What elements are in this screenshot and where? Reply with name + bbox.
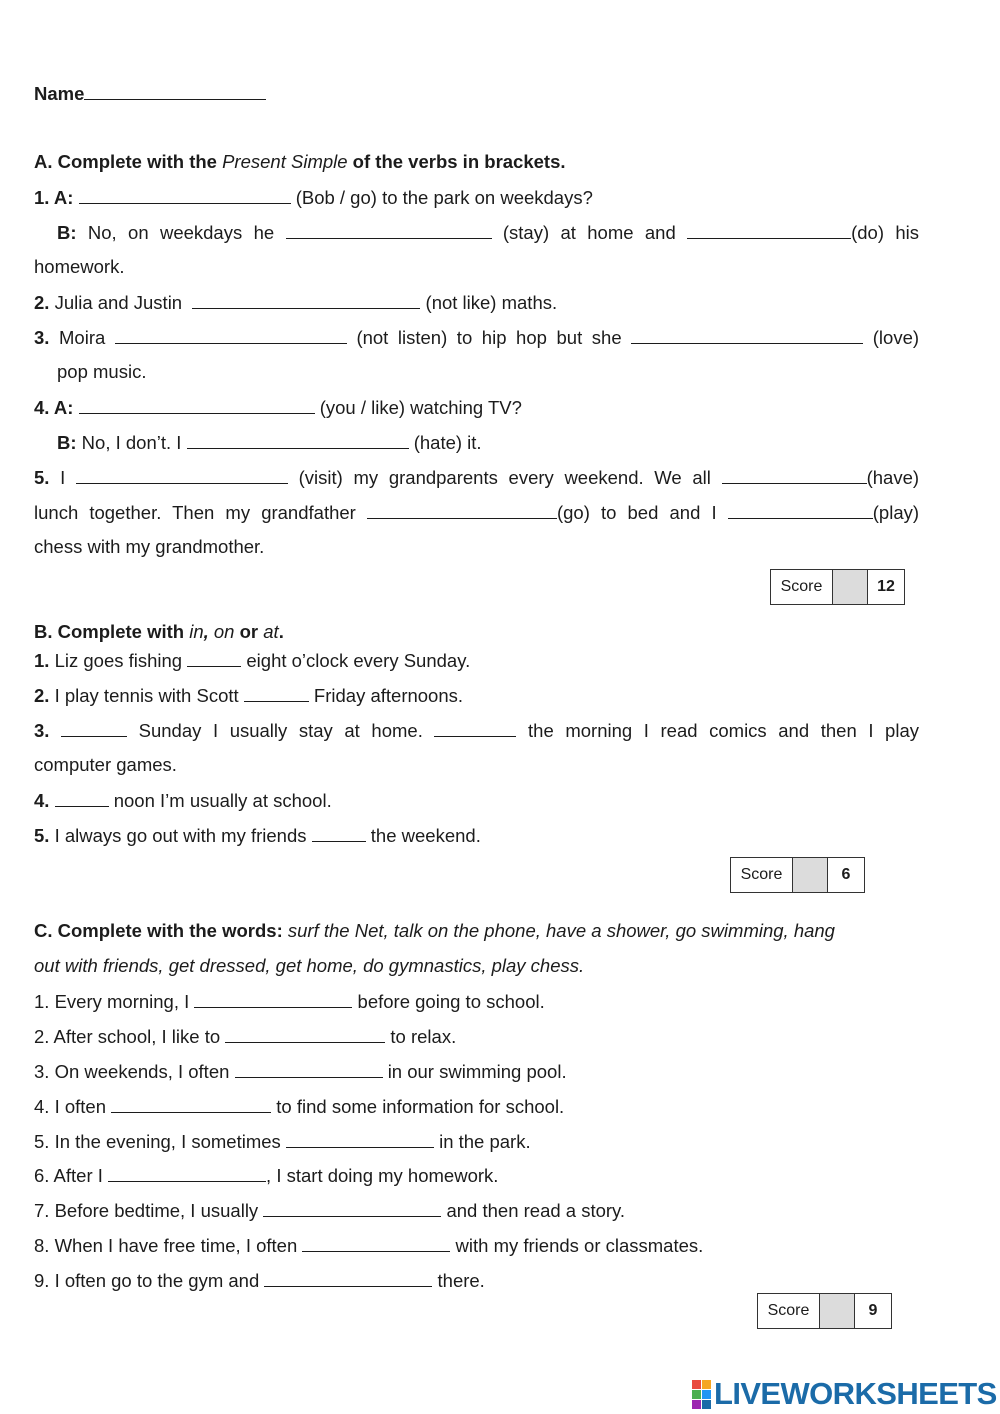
name-input[interactable] <box>84 84 266 100</box>
section-c-q5: 5. In the evening, I sometimes in the park. <box>34 1131 531 1152</box>
section-b-title: B. Complete with in, on or at. <box>34 621 284 642</box>
section-a-q5-line2: lunch together. Then my grandfather (go) to bed and I (play) <box>34 502 920 523</box>
logo-text: LIVEWORKSHEETS <box>714 1376 997 1411</box>
section-c-words-cont: out with friends, get dressed, get home, do gymnastics, play chess. <box>34 955 585 976</box>
section-c-q6: 6. After I , I start doing my homework. <box>34 1165 499 1186</box>
blank-a7[interactable] <box>79 398 315 414</box>
section-c-q3: 3. On weekends, I often in our swimming pool. <box>34 1061 567 1082</box>
section-a-title: A. Complete with the Present Simple of the verbs in brackets. <box>34 151 566 172</box>
blank-a2[interactable] <box>286 223 492 239</box>
logo-mark-icon <box>692 1380 711 1409</box>
section-c-title: C. Complete with the words: surf the Net, talk on the phone, have a shower, go swimming, hang <box>34 920 835 941</box>
section-c-q8: 8. When I have free time, I often with my friends or classmates. <box>34 1235 704 1256</box>
score-max-b: 6 <box>841 866 851 883</box>
blank-c7[interactable] <box>263 1201 441 1217</box>
blank-b3[interactable] <box>61 721 127 737</box>
score-max-a: 12 <box>877 578 895 595</box>
score-input-c[interactable] <box>820 1294 855 1328</box>
section-a-q4: 4. A: (you / like) watching TV? <box>34 397 522 418</box>
section-b-q4: 4. noon I’m usually at school. <box>34 790 332 811</box>
score-input-b[interactable] <box>793 858 828 892</box>
name-label: Name <box>34 83 85 104</box>
blank-b4[interactable] <box>434 721 516 737</box>
score-box-b <box>730 857 865 893</box>
score-input-a[interactable] <box>833 570 868 604</box>
blank-c3[interactable] <box>235 1062 383 1078</box>
blank-b1[interactable] <box>187 651 241 667</box>
score-label: Score <box>731 858 793 892</box>
section-c-q7: 7. Before bedtime, I usually and then read a story. <box>34 1200 626 1221</box>
section-a-q5-line3: chess with my grandmother. <box>34 536 265 557</box>
section-c-q1: 1. Every morning, I before going to school. <box>34 991 545 1012</box>
score-box-c <box>757 1293 892 1329</box>
section-c-q4: 4. I often to find some information for school. <box>34 1096 565 1117</box>
blank-c8[interactable] <box>302 1236 450 1252</box>
blank-b2[interactable] <box>244 686 309 702</box>
section-a-q5: 5. I (visit) my grandparents every weekend. We all (have) <box>34 467 920 488</box>
name-line <box>34 84 266 104</box>
section-a-q1b: B: No, on weekdays he (stay) at home and (do) his <box>57 222 920 243</box>
section-a-q3: 3. Moira (not listen) to hip hop but she (love) <box>34 327 920 348</box>
blank-c2[interactable] <box>225 1027 385 1043</box>
score-box-a <box>770 569 905 605</box>
score-label: Score <box>771 570 833 604</box>
blank-c1[interactable] <box>194 992 352 1008</box>
section-a-q4b: B: No, I don’t. I (hate) it. <box>57 432 482 453</box>
blank-a9[interactable] <box>76 468 288 484</box>
blank-c6[interactable] <box>108 1166 266 1182</box>
blank-a12[interactable] <box>728 503 873 519</box>
section-c-q9: 9. I often go to the gym and there. <box>34 1270 485 1291</box>
section-a-q3-cont: pop music. <box>57 361 147 382</box>
blank-a5[interactable] <box>115 328 347 344</box>
blank-c5[interactable] <box>286 1132 434 1148</box>
section-b-q3: 3. Sunday I usually stay at home. the morning I read comics and then I play <box>34 720 919 741</box>
section-b-q5: 5. I always go out with my friends the weekend. <box>34 825 481 846</box>
blank-b5[interactable] <box>55 791 109 807</box>
blank-a8[interactable] <box>187 433 409 449</box>
score-max-c: 9 <box>868 1302 878 1319</box>
blank-a1[interactable] <box>79 188 291 204</box>
section-b-q2: 2. I play tennis with Scott Friday afternoons. <box>34 685 464 706</box>
blank-c4[interactable] <box>111 1097 271 1113</box>
blank-a3[interactable] <box>687 223 851 239</box>
blank-a4[interactable] <box>192 293 420 309</box>
score-label: Score <box>758 1294 820 1328</box>
blank-c9[interactable] <box>264 1271 432 1287</box>
section-a-q1: 1. A: (Bob / go) to the park on weekdays? <box>34 187 593 208</box>
blank-b6[interactable] <box>312 826 366 842</box>
section-c-q2: 2. After school, I like to to relax. <box>34 1026 457 1047</box>
section-b-q3-cont: computer games. <box>34 754 177 775</box>
section-b-q1: 1. Liz goes fishing eight o’clock every Sunday. <box>34 650 471 671</box>
blank-a10[interactable] <box>722 468 867 484</box>
section-a-q2: 2. Julia and Justin (not like) maths. <box>34 292 558 313</box>
blank-a11[interactable] <box>367 503 557 519</box>
section-a-q1b-cont: homework. <box>34 256 125 277</box>
liveworksheets-logo[interactable] <box>692 1376 997 1412</box>
blank-a6[interactable] <box>631 328 863 344</box>
